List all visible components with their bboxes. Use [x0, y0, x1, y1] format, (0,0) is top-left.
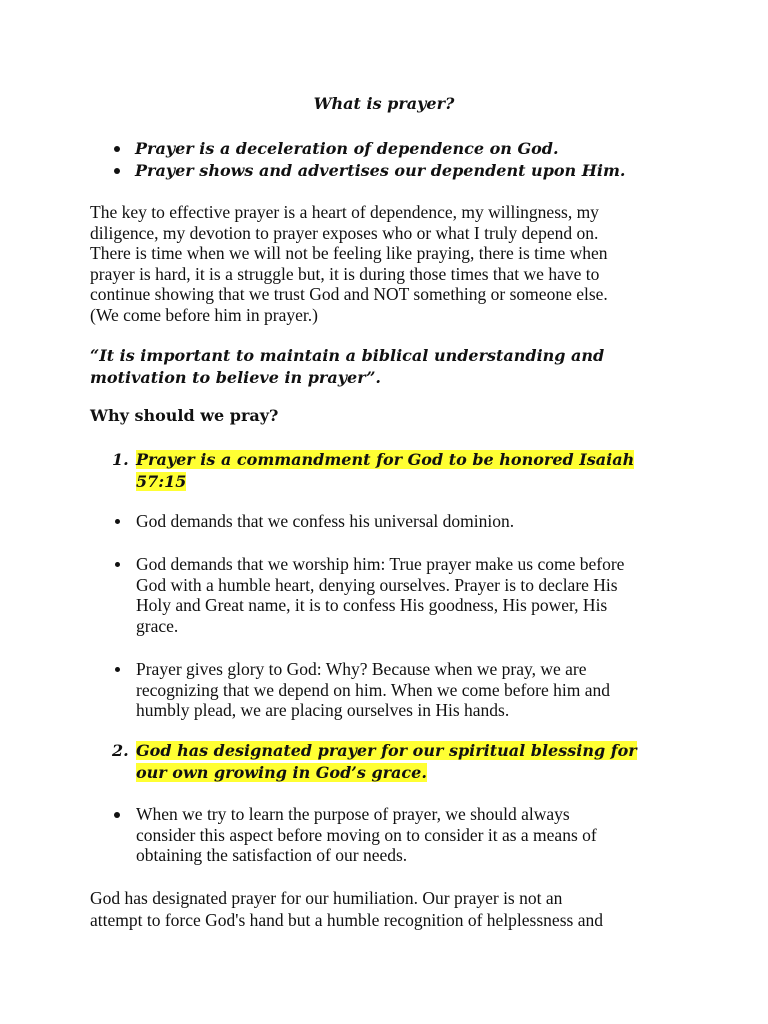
paragraph-line: prayer is hard, it is a struggle but, it is during those times that we have to	[90, 263, 600, 284]
highlighted-line: God has designated prayer for our spiritual blessing for	[136, 741, 637, 760]
quote-line: motivation to believe in prayer”.	[90, 367, 381, 387]
paragraph-line: attempt to force God's hand but a humble recognition of helplessness and	[90, 910, 603, 930]
intro-bullet-text: Prayer shows and advertises our dependent upon Him.	[135, 161, 626, 180]
intro-bullet	[112, 138, 732, 160]
bullet-dot-icon	[115, 667, 120, 672]
bullet-dot-icon	[114, 168, 120, 174]
bullet-line: God demands that we confess his universal dominion.	[136, 511, 515, 531]
bullet-line: grace.	[136, 615, 179, 636]
bullet-text	[136, 659, 692, 721]
paragraph-line: The key to effective prayer is a heart of dependence, my willingness, my	[90, 202, 599, 222]
numbered-point-1	[112, 449, 672, 492]
numbered-point-2	[112, 740, 672, 783]
point-text	[136, 740, 672, 783]
bullet-line: obtaining the satisfaction of our needs.	[136, 845, 408, 866]
bullet-text	[136, 554, 692, 636]
bullet-text	[136, 804, 692, 866]
highlighted-line: 57:15	[136, 471, 187, 491]
paragraph-line: (We come before him in prayer.)	[90, 304, 318, 325]
bullet-line: God with a humble heart, denying ourselves. Prayer is to declare His	[136, 574, 618, 595]
bullet-dot-icon	[115, 519, 120, 524]
bullet-dot-icon	[114, 146, 120, 152]
paragraph-line: continue showing that we trust God and NOT something or someone else.	[90, 284, 608, 305]
bullet-line: consider this aspect before moving on to consider it as a means of	[136, 824, 597, 845]
paragraph-dependence	[90, 202, 690, 326]
bullet-dot-icon	[115, 562, 120, 567]
bullet-dot-icon	[114, 812, 120, 818]
section-heading: Why should we pray?	[90, 406, 279, 425]
bullet-line: When we try to learn the purpose of prayer, we should always	[136, 804, 570, 824]
bullet-line: recognizing that we depend on him. When we come before him and	[136, 679, 610, 700]
point-number: 1.	[112, 450, 129, 469]
bullet-text	[136, 511, 692, 532]
bullet-glory	[112, 659, 692, 721]
paragraph-line: There is time when we will not be feeling like praying, there is time when	[90, 243, 608, 264]
quote-line: “It is important to maintain a biblical understanding and	[90, 346, 605, 365]
bullet-line: Prayer gives glory to God: Why? Because when we pray, we are	[136, 659, 587, 679]
page-title: What is prayer?	[313, 94, 455, 113]
paragraph-humiliation	[90, 887, 690, 931]
bullet-line: God demands that we worship him: True prayer make us come before	[136, 554, 625, 574]
quote-block	[90, 345, 690, 388]
intro-bullet	[112, 160, 732, 182]
highlighted-line: our own growing in God’s grace.	[136, 762, 427, 782]
bullet-purpose	[112, 804, 692, 866]
bullet-line: Holy and Great name, it is to confess His goodness, His power, His	[136, 595, 608, 616]
highlighted-line: Prayer is a commandment for God to be honored Isaiah	[136, 450, 635, 469]
paragraph-line: diligence, my devotion to prayer exposes who or what I truly depend on.	[90, 222, 599, 243]
point-number: 2.	[112, 741, 129, 760]
bullet-worship	[112, 554, 692, 636]
point-text	[136, 449, 672, 492]
intro-bullet-text: Prayer is a deceleration of dependence on God.	[135, 139, 559, 158]
paragraph-line: God has designated prayer for our humiliation. Our prayer is not an	[90, 888, 563, 908]
intro-bullet-list	[112, 138, 732, 182]
bullet-line: humbly plead, we are placing ourselves in His hands.	[136, 700, 510, 721]
bullet-universal-dominion	[112, 511, 692, 532]
